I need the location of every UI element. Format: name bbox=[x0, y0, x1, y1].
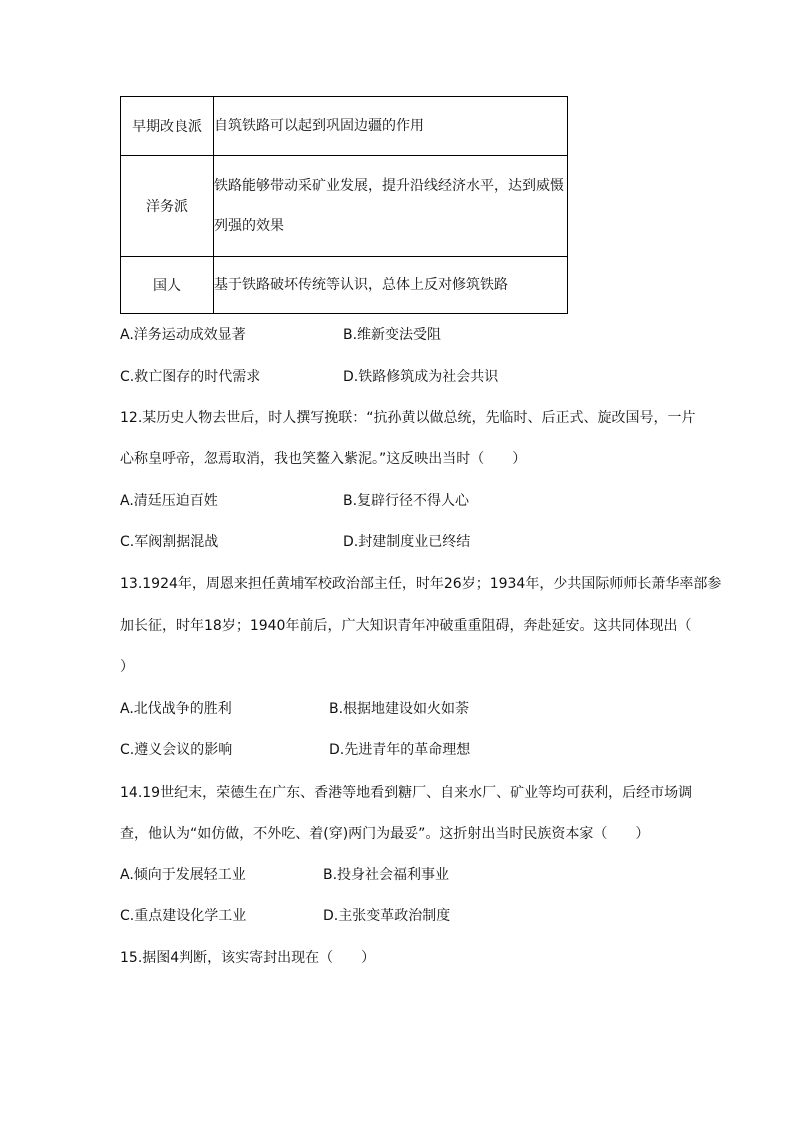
q11-option-c: C.救亡图存的时代需求 bbox=[120, 369, 261, 385]
q12-stem-line-1: 12.某历史人物去世后，时人撰写挽联：“抗孙黄以做总统，先临时、后正式、旋改国号，一片 bbox=[120, 410, 696, 426]
q13-option-a: A.北伐战争的胜利 bbox=[120, 701, 232, 717]
table-row bbox=[121, 156, 568, 257]
q14-option-a: A.倾向于发展轻工业 bbox=[120, 867, 246, 883]
q14-option-b: B.投身社会福利事业 bbox=[323, 867, 450, 883]
q12-option-d: D.封建制度业已终结 bbox=[343, 534, 471, 550]
q14-option-c: C.重点建设化学工业 bbox=[120, 908, 247, 924]
q13-option-b: B.根据地建设如火如荼 bbox=[329, 701, 470, 717]
q11-option-a: A.洋务运动成效显著 bbox=[120, 327, 246, 343]
table-cell-view: 自筑铁路可以起到巩固边疆的作用 bbox=[214, 97, 568, 156]
q12-option-b: B.复辟行径不得人心 bbox=[343, 493, 470, 509]
table-cell-group: 早期改良派 bbox=[121, 97, 214, 156]
q14-stem-line-1: 14.19世纪末，荣德生在广东、香港等地看到糖厂、自来水厂、矿业等均可获利，后经市场调 bbox=[120, 785, 693, 801]
table-row bbox=[121, 257, 568, 314]
q12-stem-line-2: 心称皇呼帝，忽焉取消，我也笑鳌入紫泥。”这反映出当时（ ） bbox=[120, 451, 527, 467]
viewpoints-table bbox=[120, 96, 568, 314]
q12-option-c: C.军阀割据混战 bbox=[120, 534, 219, 550]
q13-option-d: D.先进青年的革命理想 bbox=[329, 742, 471, 758]
q14-stem-line-2: 查，他认为“如仿做，不外吃、着(穿)两门为最妥”。这折射出当时民族资本家（ ） bbox=[120, 826, 650, 842]
q15-stem-line-1: 15.据图4判断，该实寄封出现在（ ） bbox=[120, 950, 376, 966]
q12-option-a: A.清廷压迫百姓 bbox=[120, 493, 218, 509]
table-row bbox=[121, 97, 568, 156]
q13-option-c: C.遵义会议的影响 bbox=[120, 742, 233, 758]
q13-stem-line-3: ） bbox=[120, 659, 134, 675]
q14-option-d: D.主张变革政治制度 bbox=[323, 908, 451, 924]
table-cell-view: 基于铁路破坏传统等认识，总体上反对修筑铁路 bbox=[214, 257, 568, 314]
table-cell-view: 铁路能够带动采矿业发展，提升沿线经济水平，达到威慑列强的效果 bbox=[214, 156, 568, 257]
q13-stem-line-2: 加长征，时年18岁；1940年前后，广大知识青年冲破重重阻碍，奔赴延安。这共同体现出（ bbox=[120, 618, 692, 634]
q13-stem-line-1: 13.1924年，周恩来担任黄埔军校政治部主任，时年26岁；1934年，少共国际师师长萧华率部参 bbox=[120, 576, 722, 592]
q11-option-b: B.维新变法受阻 bbox=[343, 327, 442, 343]
table-cell-group: 国人 bbox=[121, 257, 214, 314]
table-cell-group: 洋务派 bbox=[121, 156, 214, 257]
q11-option-d: D.铁路修筑成为社会共识 bbox=[343, 369, 499, 385]
